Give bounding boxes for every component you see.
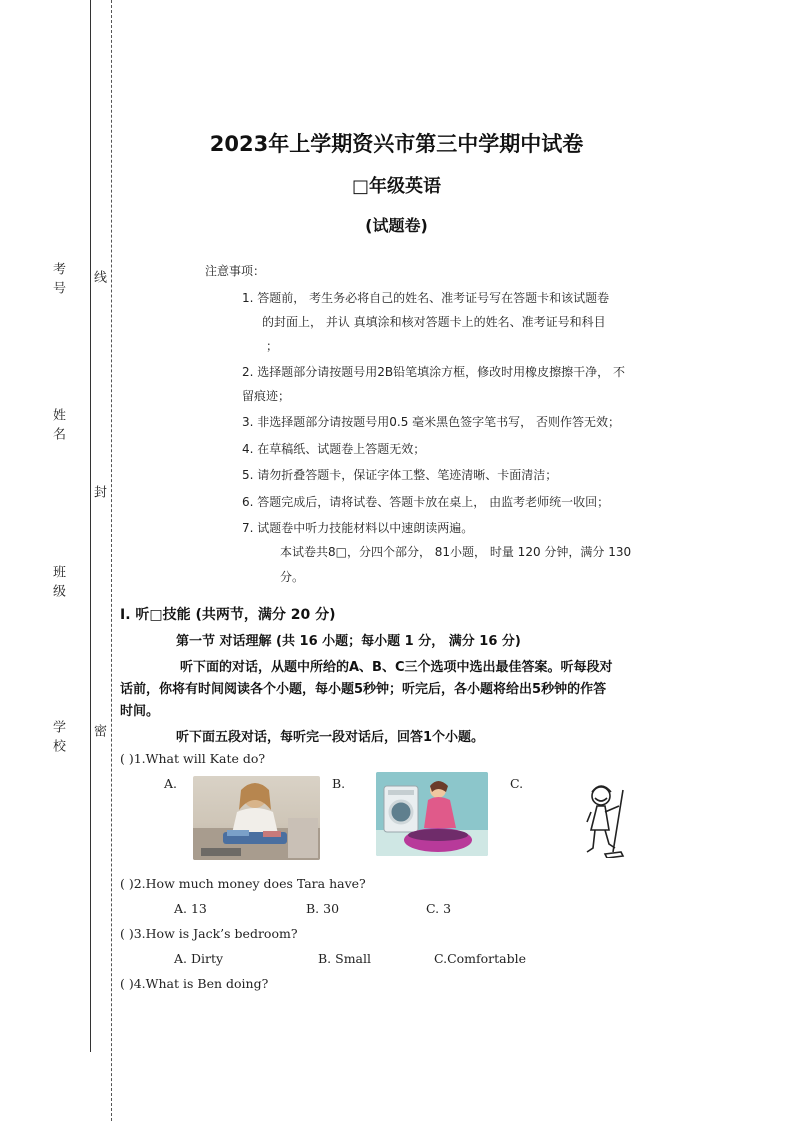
notice-line: 5. 请勿折叠答题卡，保证字体工整、笔迹清晰、卡面清洁； [242,468,558,482]
notice-line: 1. 答题前， 考生务必将自己的姓名、准考证号写在答题卡和该试题卷 [242,291,610,305]
option-a-label: A. 13 [174,901,207,916]
person-mopping-image [579,782,637,858]
notice-line: 3. 非选择题部分请按题号用0.5 毫米黑色签字笔书写， 否则作答无效； [242,415,620,429]
woman-laundry-image [376,772,488,856]
girl-folding-clothes-image [193,776,320,860]
exam-number-label: 考号 [50,262,65,300]
question-4-prompt: ( )4.What is Ben doing? [120,976,269,991]
class-label: 班级 [50,565,65,603]
notice-line: 本试卷共8□，分四个部分， 81小题， 时量 120 分钟，满分 130 [280,545,632,559]
notice-line: 7. 试题卷中听力技能材料以中速朗读两遍。 [242,521,474,535]
question-2-prompt: ( )2.How much money does Tara have? [120,876,366,891]
notice-heading: 注意事项： [205,264,266,278]
option-a-label: A. Dirty [174,951,224,966]
instruction-line: 听下面的对话，从题中所给的A、B、C三个选项中选出最佳答案。听每段对 [180,660,613,675]
notice-line: 的封面上， 并认 真填涂和核对答题卡上的姓名、准考证号和科目 [262,315,606,329]
option-b-label: B. 30 [306,901,340,916]
section-title: Ⅰ. 听□技能 (共两节，满分 20 分) [120,607,336,623]
seal-mark-secret: 密 [91,724,106,743]
option-b-label: B. [332,776,346,791]
instruction-line: 话前，你将有时间阅读各个小题，每小题5秒钟；听完后，各小题将给出5秒钟的作答 [120,682,607,697]
notice-line: ； [266,339,279,353]
question-3-prompt: ( )3.How is Jack’s bedroom? [120,926,298,941]
question-1-prompt: ( )1.What will Kate do? [120,751,266,766]
option-c-label: C.Comfortable [434,951,527,966]
notice-line: 6. 答题完成后，请将试卷、答题卡放在桌上， 由监考老师统一收回； [242,495,610,509]
grade-subject-title: □年级英语 [351,176,441,197]
school-label: 学校 [50,720,65,758]
notice-line: 2. 选择题部分请按题号用2B铅笔填涂方框，修改时用橡皮擦擦干净， 不 [242,365,625,379]
sub-instruction: 听下面五段对话，每听完一段对话后，回答1个小题。 [176,730,485,745]
notice-line: 4. 在草稿纸、试题卷上答题无效； [242,442,426,456]
seal-mark-line: 线 [91,270,106,289]
notice-line: 分。 [280,570,305,584]
option-b-label: B. Small [318,951,371,966]
option-c-label: C. [510,776,524,791]
binding-dashed-line [111,0,112,1121]
name-label: 姓名 [50,408,65,446]
instruction-line: 时间。 [120,704,160,719]
notice-line: 留痕迹； [242,389,291,403]
option-a-label: A. [164,776,178,791]
part-title: 第一节 对话理解 (共 16 小题；每小题 1 分， 满分 16 分) [176,634,521,649]
paper-type-label: (试题卷) [365,216,428,235]
seal-mark-seal: 封 [91,485,106,504]
option-c-label: C. 3 [426,901,452,916]
page-title: 2023年上学期资兴市第三中学期中试卷 [209,132,584,156]
